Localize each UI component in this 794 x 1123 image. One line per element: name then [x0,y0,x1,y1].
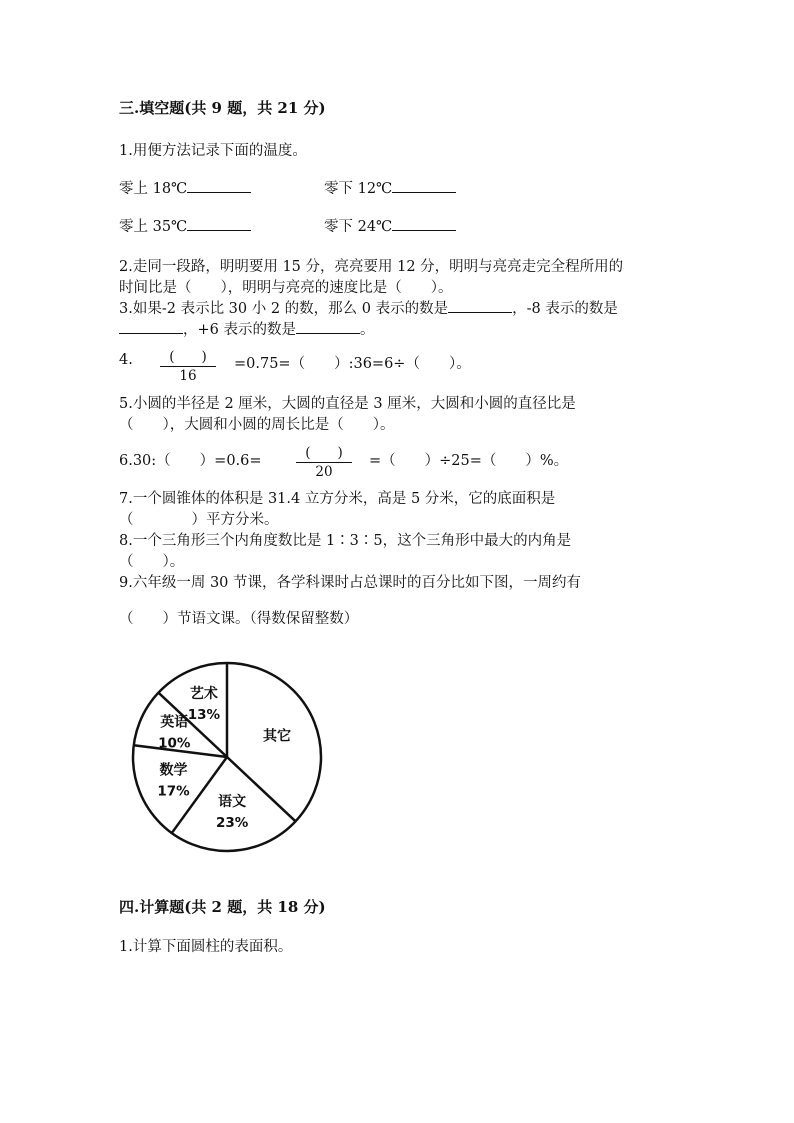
pie-slice-value: 17% [157,783,190,800]
answer-blank [392,178,456,193]
q1-item-1-text: 零上 18℃ [119,181,188,197]
fraction-bar [296,462,352,463]
subject-pie-chart [120,650,340,860]
answer-blank [119,319,183,334]
pie-slice-label: 语文 [218,793,247,810]
q1-item-2-text: 零下 12℃ [324,181,393,197]
q6-fraction-numerator: ( ) [305,445,343,461]
q8-line-1: 8.一个三角形三个内角度数比是 1∶3∶5，这个三角形中最大的内角是 [119,533,572,549]
answer-blank [448,298,512,313]
q1-item-1 [119,177,251,198]
pie-slice-label: 数学 [159,762,188,779]
q9-line-1: 9.六年级一周 30 节课，各学科课时占总课时的百分比如下图，一周约有 [119,575,582,591]
section-4-title: 四.计算题(共 2 题，共 18 分) [119,898,326,916]
q1-item-3 [119,215,251,236]
q1-stem: 1.用便方法记录下面的温度。 [119,143,307,159]
q1-item-3-text: 零上 35℃ [119,219,188,235]
q3-line-2 [119,318,374,339]
pie-slice-value: 23% [215,814,249,831]
q4-rest: =0.75=（ ）:36=6÷（ ）。 [234,356,471,372]
q7-line-2: （ ）平方分米。 [119,512,279,528]
q3-line-2a: ，+6 表示的数是 [183,322,296,338]
answer-blank [187,216,251,231]
q3-line-1 [119,297,618,318]
q6-part-1: 6.30:（ ）=0.6= [119,453,262,469]
q5-line-2: （ ），大圆和小圆的周长比是（ ）。 [119,417,395,433]
q6-fraction [296,441,352,480]
answer-blank [187,178,251,193]
fraction-bar [160,366,216,367]
q4-fraction-numerator: ( ) [169,349,207,365]
q6-part-2: =（ ）÷25=（ ）%。 [369,453,569,469]
q4-fraction-denominator: 16 [179,368,197,384]
q3-line-2b: 。 [359,322,375,338]
pie-slice-value: 13% [187,707,221,724]
pie-slice-label: 艺术 [189,686,218,703]
q1-item-4 [324,215,456,236]
q2-line-1: 2.走同一段路，明明要用 15 分，亮亮要用 12 分，明明与亮亮走完全程所用的 [119,259,624,275]
section-3-title: 三.填空题(共 9 题，共 21 分) [119,99,326,117]
q2-line-2: 时间比是（ ），明明与亮亮的速度比是（ ）。 [119,280,453,296]
q1-item-2 [324,177,456,198]
q1-item-4-text: 零下 24℃ [324,219,393,235]
q5-line-1: 5.小圆的半径是 2 厘米，大圆的直径是 3 厘米，大圆和小圆的直径比是 [119,396,576,412]
answer-blank [296,319,360,334]
q3-line-1a: 3.如果-2 表示比 30 小 2 的数，那么 0 表示的数是 [119,301,449,317]
section-4-q1: 1.计算下面圆柱的表面积。 [119,939,293,955]
q3-line-1b: ，-8 表示的数是 [512,301,618,317]
pie-slice-label: 英语 [160,714,189,731]
q9-line-2: （ ）节语文课。（得数保留整数） [119,611,359,627]
q7-line-1: 7.一个圆锥体的体积是 31.4 立方分米，高是 5 分米，它的底面积是 [119,491,556,507]
pie-slice-value: 10% [158,735,191,752]
q4-number: 4. [119,352,133,368]
q6-fraction-denominator: 20 [315,464,333,480]
answer-blank [392,216,456,231]
pie-slice-label: 其它 [263,728,292,745]
q8-line-2: （ ）。 [119,554,185,570]
q4-fraction [160,345,216,384]
